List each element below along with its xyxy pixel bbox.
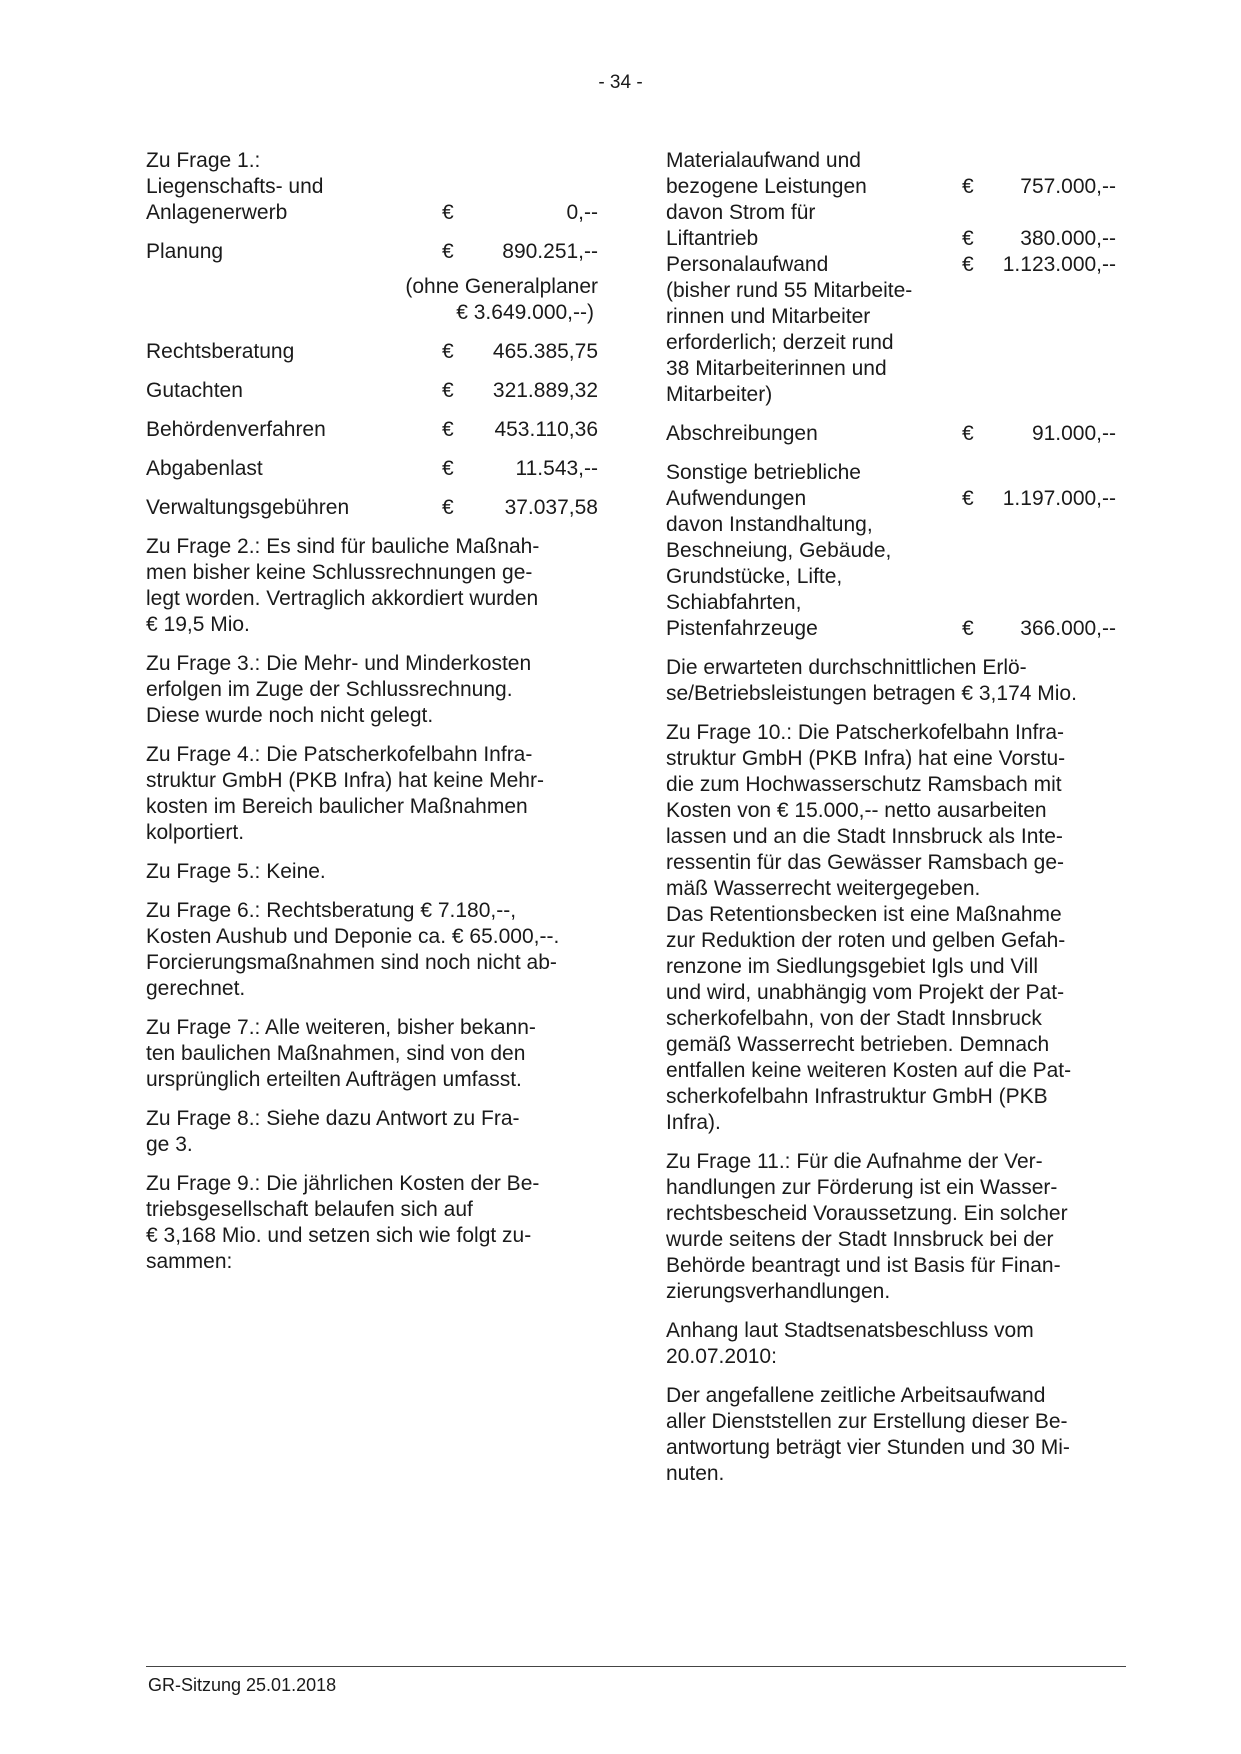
currency-symbol: € [962, 422, 974, 445]
cost-amount: 37.037,58 [504, 496, 598, 519]
cost-amount: 0,-- [566, 201, 598, 224]
cost-amount: 757.000,-- [1020, 175, 1116, 198]
answer-q4: Zu Frage 4.: Die Patscherkofelbahn Infra- struktur GmbH (PKB Infra) hat keine Mehr- kosten im Bereich baulicher Maßnahmen kolportiert. [146, 743, 544, 844]
cost-amount: 1.123.000,-- [1002, 253, 1116, 276]
answer-q10: Zu Frage 10.: Die Patscherkofelbahn Infra- struktur GmbH (PKB Infra) hat eine Vorstu- die zum Hochwasserschutz Ramsbach mit Kosten von € 15.000,-- netto ausarbeiten lassen und an die Stadt Innsbruck als Inte- ressentin für das Gewässer Ramsbach ge- mäß Wasserrecht weitergegeben. Das Retentionsbecken ist eine Maßnahme zur Reduktion der roten und gelben Gefah- renzone im Siedlungsgebiet Igls und Vill und wird, unabhängig vom Projekt der Pat- scherkofelbahn, von der Stadt Innsbruck gemäß Wasserrecht betrieben. Demnach entfallen keine weiteren Kosten auf die Pat- scherkofelbahn Infrastruktur GmbH (PKB Infra). [666, 721, 1072, 1134]
personal-note: (bisher rund 55 Mitarbeite- rinnen und Mitarbeiter erforderlich; derzeit rund 38 Mitarbeiterinnen und Mitarbeiter) [666, 279, 913, 406]
cost-label: davon Instandhaltung, Beschneiung, Gebäude, Grundstücke, Lifte, Schiabfahrten, Pistenfahrzeuge [666, 513, 892, 640]
currency-symbol: € [442, 340, 454, 363]
planning-note [146, 274, 598, 326]
cost-label: Liegenschafts- und Anlagenerwerb [146, 175, 324, 224]
cost-amount: 1.197.000,-- [1002, 487, 1116, 510]
planning-note-line-1: (ohne Generalplaner [405, 275, 598, 298]
currency-symbol: € [962, 227, 974, 250]
right-column [666, 148, 1116, 1500]
currency-symbol: € [442, 379, 454, 402]
cost-row-sonstige [666, 460, 1116, 512]
currency-symbol: € [442, 240, 454, 263]
page-number: - 34 - [598, 72, 643, 93]
cost-label: Planung [146, 240, 224, 263]
currency-symbol: € [962, 617, 974, 640]
answer-q5: Zu Frage 5.: Keine. [146, 860, 326, 883]
cost-row-behoerdenverfahren [146, 417, 598, 443]
cost-label: davon Strom für Liftantrieb [666, 201, 816, 250]
cost-amount: 890.251,-- [502, 240, 598, 263]
currency-symbol: € [442, 496, 454, 519]
answer-q3: Zu Frage 3.: Die Mehr- und Minderkosten erfolgen im Zuge der Schlussrechnung. Diese wurde noch nicht gelegt. [146, 652, 532, 727]
cost-amount: 453.110,36 [494, 418, 598, 441]
revenue-paragraph: Die erwarteten durchschnittlichen Erlö- se/Betriebsleistungen betragen € 3,174 Mio. [666, 656, 1077, 705]
cost-row-rechtsberatung [146, 339, 598, 365]
cost-row-planung [146, 239, 598, 265]
cost-label: Abgabenlast [146, 457, 263, 480]
cost-row-abschreibungen [666, 421, 1116, 447]
currency-symbol: € [962, 253, 974, 276]
cost-label: Abschreibungen [666, 422, 818, 445]
cost-amount: 321.889,32 [492, 379, 598, 402]
cost-row-strom [666, 200, 1116, 252]
cost-row-personal [666, 252, 1116, 278]
cost-amount: 380.000,-- [1020, 227, 1116, 250]
answer-q9: Zu Frage 9.: Die jährlichen Kosten der Be- triebsgesellschaft belaufen sich auf € 3,168 Mio. und setzen sich wie folgt zu- sammen: [146, 1172, 540, 1273]
currency-symbol: € [962, 175, 974, 198]
currency-symbol: € [962, 487, 974, 510]
currency-symbol: € [442, 457, 454, 480]
cost-label: Materialaufwand und bezogene Leistungen [666, 149, 867, 198]
cost-label: Rechtsberatung [146, 340, 295, 363]
cost-amount: 11.543,-- [515, 457, 598, 480]
appendix-heading: Anhang laut Stadtsenatsbeschluss vom 20.07.2010: [666, 1319, 1034, 1368]
left-column [146, 148, 598, 1288]
footer-divider [146, 1666, 1126, 1667]
cost-amount: 366.000,-- [1020, 617, 1116, 640]
cost-row-material [666, 148, 1116, 200]
cost-amount: 465.385,75 [492, 340, 598, 363]
cost-row-instandhaltung [666, 512, 1116, 642]
cost-label: Verwaltungsgebühren [146, 496, 350, 519]
q1-heading: Zu Frage 1.: [146, 149, 261, 172]
cost-label: Personalaufwand [666, 253, 829, 276]
currency-symbol: € [442, 201, 454, 224]
cost-amount: 91.000,-- [1031, 422, 1116, 445]
cost-row-gutachten [146, 378, 598, 404]
answer-q2: Zu Frage 2.: Es sind für bauliche Maßnah- men bisher keine Schlussrechnungen ge- legt worden. Vertraglich akkordiert wurden € 19,5 Mio. [146, 535, 540, 636]
cost-label: Behördenverfahren [146, 418, 326, 441]
answer-q7: Zu Frage 7.: Alle weiteren, bisher bekann- ten baulichen Maßnahmen, sind von den ursprünglich erteilten Aufträgen umfasst. [146, 1016, 536, 1091]
cost-label: Gutachten [146, 379, 243, 402]
answer-q6: Zu Frage 6.: Rechtsberatung € 7.180,--, Kosten Aushub und Deponie ca. € 65.000,--. Forcierungsmaßnahmen sind noch nicht ab- gerechnet. [146, 899, 560, 1000]
footer-session-date: GR-Sitzung 25.01.2018 [148, 1675, 337, 1695]
currency-symbol: € [442, 418, 454, 441]
answer-q8: Zu Frage 8.: Siehe dazu Antwort zu Fra- ge 3. [146, 1107, 520, 1156]
cost-row-liegenschaften [146, 174, 598, 226]
cost-row-verwaltungsgebuehren [146, 495, 598, 521]
effort-paragraph: Der angefallene zeitliche Arbeitsaufwand aller Dienststellen zur Erstellung dieser Be- antwortung beträgt vier Stunden und 30 Mi- nuten. [666, 1384, 1070, 1485]
cost-row-abgabenlast [146, 456, 598, 482]
planning-note-line-2: € 3.649.000,--) [456, 301, 594, 324]
answer-q11: Zu Frage 11.: Für die Aufnahme der Ver- handlungen zur Förderung ist ein Wasser- rechtsbescheid Voraussetzung. Ein solcher wurde seitens der Stadt Innsbruck bei der Behörde beantragt und ist Basis für Finan- zierungsverhandlungen. [666, 1150, 1068, 1303]
cost-label: Sonstige betriebliche Aufwendungen [666, 461, 861, 510]
